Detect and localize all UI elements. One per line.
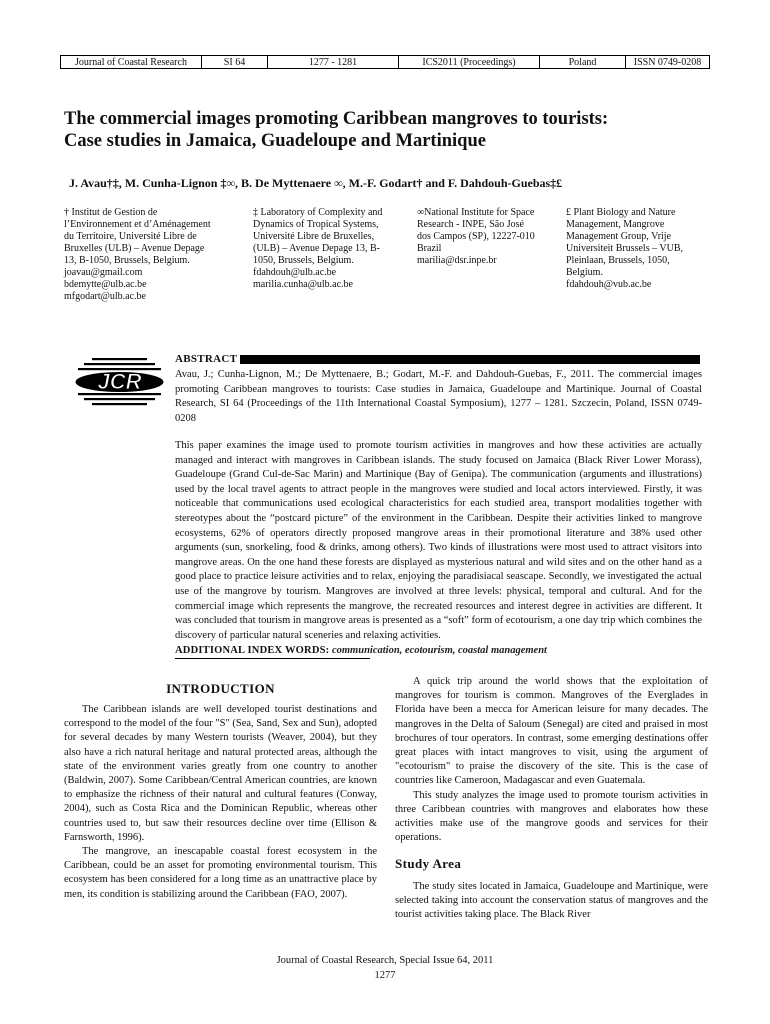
aff-line: Université Libre de Bruxelles, [253, 231, 375, 242]
aff-line: 13, B-1050, Brussels, Belgium. [64, 255, 190, 266]
aff-email: fdahdouh@vub.ac.be [566, 279, 652, 290]
aff-email: mfgodart@ulb.ac.be [64, 291, 146, 302]
aff-email: bdemytte@ulb.ac.be [64, 279, 147, 290]
introduction-heading: INTRODUCTION [166, 681, 275, 696]
aff-email: marilia.cunha@ulb.ac.be [253, 279, 353, 290]
affiliation-1 [64, 207, 232, 303]
header-issue: SI 64 [202, 56, 268, 68]
aff-line: Research - INPE, São José [417, 219, 524, 230]
aff-line: ‡ Laboratory of Complexity and [253, 207, 383, 218]
aff-line: Management, Mangrove [566, 219, 665, 230]
index-words-label: ADDITIONAL INDEX WORDS: [175, 645, 330, 656]
aff-line: Belgium. [566, 267, 603, 278]
study-area-paragraph: The study sites located in Jamaica, Guadeloupe and Martinique, were selected taking into account the conservation status of mangroves and the tourist activities taking place. The Black River [395, 881, 708, 921]
header-country: Poland [540, 56, 626, 68]
paper-title [64, 108, 714, 152]
abstract-rule [240, 355, 700, 364]
aff-line: Pleinlaan, Brussels, 1050, [566, 255, 670, 266]
aff-line: l’Environnement et d’Aménagement [64, 219, 211, 230]
study-area-heading: Study Area [395, 856, 462, 871]
aff-line: Bruxelles (ULB) – Avenue Depage [64, 243, 205, 254]
title-line-1: The commercial images promoting Caribbean mangroves to tourists: [64, 109, 609, 129]
index-words [175, 645, 702, 656]
aff-email: joavau@gmail.com [64, 267, 143, 278]
aff-email: marilia@dsr.inpe.br [417, 255, 497, 266]
page-number: 1277 [374, 970, 396, 981]
aff-line: (ULB) – Avenue Depage 13, B- [253, 243, 381, 254]
title-line-2: Case studies in Jamaica, Guadeloupe and Martinique [64, 131, 486, 151]
right-paragraph-1: A quick trip around the world shows that the exploitation of mangroves for tourism is common. Mangroves of the Everglades in Florida have been a mecca for American leisure for many decades. The mangroves in the Delta of Saloum (Senegal) are cited and praised in most brochures of tour operators. In contrast, some emerging destinations offer great places with intact mangroves to visit, using the argument of "ecotourism" to praise the discovery of the site. This is the case of countries like Cameroon, Madagascar and even Guatemala. [395, 676, 708, 787]
right-column-text [395, 675, 708, 845]
aff-line: du Territoire, Université Libre de [64, 231, 197, 242]
aff-line: ∞National Institute for Space [417, 207, 535, 218]
right-paragraph-2: This study analyzes the image used to promote tourism activities in three Caribbean countries with mangroves and elaborates how these activities make use of the mangrove goods and services for their operations. [395, 789, 708, 844]
aff-line: £ Plant Biology and Nature [566, 207, 676, 218]
jcr-logo [72, 352, 167, 412]
aff-line: dos Campos (SP), 12227-010 [417, 231, 535, 242]
intro-paragraph-1: The Caribbean islands are well developed tourist destinations and correspond to the model of the four "S" (Sea, Sand, Sex and Sun), adopted for several decades by many Western tourists (Weaver, 2004), but they also have a rich natural heritage and natural protected areas, although the state of the environment varies greatly from one country to another (Baldwin, 2007). Some Caribbean/Central American countries, are known to emphasize the richness of their natural and cultural features (Conway, 2004), such as Costa Rica and the Dominican Republic, whereas other countries used to, but saw their resources decline over time (Ellison & Farnsworth, 1996). [64, 704, 378, 843]
author-list: J. Avau†‡, M. Cunha-Lignon ‡∞, B. De Myttenaere ∞, M.-F. Godart† and F. Dahdouh-Guebas‡£ [69, 176, 563, 190]
aff-line: 1050, Brussels, Belgium. [253, 255, 354, 266]
journal-header-table [60, 55, 710, 69]
aff-email: fdahdouh@ulb.ac.be [253, 267, 337, 278]
affiliation-4 [566, 207, 716, 291]
abstract-heading: ABSTRACT [175, 353, 238, 365]
aff-line: Brazil [417, 243, 442, 254]
introduction-text [64, 703, 377, 902]
header-proceedings: ICS2011 (Proceedings) [399, 56, 540, 68]
logo-text: JCR [97, 369, 142, 394]
aff-line: † Institut de Gestion de [64, 207, 158, 218]
abstract-citation: Avau, J.; Cunha-Lignon, M.; De Myttenaere, B.; Godart, M.-F. and Dahdouh-Guebas, F., 2011. The commercial images promoting Caribbean mangroves to tourists: Case studies in Jamaica, Guadeloupe and Martinique. Journal of Coastal Research, SI 64 (Proceedings of the 11th International Coastal Symposium), 1277 – 1281. Szczecin, Poland, ISSN 0749-0208 [175, 369, 702, 424]
aff-line: Management Group, Vrije [566, 231, 672, 242]
header-pages: 1277 - 1281 [268, 56, 399, 68]
affiliation-3 [417, 207, 585, 267]
study-area-text [395, 880, 708, 923]
abstract-body: This paper examines the image used to promote tourism activities in mangroves and how these activities are actually managed and interact with mangroves in Caribbean islands. The study focused on Jamaica (Black River Lower Morass), Guadeloupe (Grand Cul-de-Sac Marin) and Martinique (Bay of Genipa). The communication (arguments and illustrations) used by the local travel agents to attract people in the mangroves were studied and local actors interviewed. Firstly, it was noticeable that communications used ecological characteristics for each studied area, transport modalities together with stereotypes about the “postcard picture” of the environment in the Caribbean. Despite their activities linked to mangrove ecosystems, 62% of operators directly proposed mangrove areas in their promotional literature and 38% used other arguments (sun, snorkeling, food & drinks, among others). Two kinds of illustrations were most used to attract visitors into mangrove areas. On the one hand these forests are displayed as mysterious natural and wild sites and on the other hand as a good place to practice leisure activities and to relax, enjoying the paradisiacal seascape. Secondly, we investigated the actual use of the mangrove by tourism. Mangroves are involved at three levels: physical, temporal and cultural. And for the commercial image which represents the mangrove, the recreated resources and interest degree in activities are different. It was concluded that tourism in mangrove areas is presented as a “soft” form of ecotourism, a one day trip which combines the discovery of particular natural sceneries and relaxing activities. [175, 440, 702, 641]
index-words-underline [175, 658, 370, 659]
index-words-value: communication, ecotourism, coastal management [331, 645, 547, 656]
aff-line: Dynamics of Tropical Systems, [253, 219, 379, 230]
affiliation-2 [253, 207, 421, 291]
header-journal: Journal of Coastal Research [61, 56, 202, 68]
intro-paragraph-2: The mangrove, an inescapable coastal forest ecosystem in the Caribbean, could be an asset for promoting environmental tourism. This ecosystem has been considered for a long time as an unattractive place by men, its condition is stabilizing around the Caribbean (FAO, 2007). [64, 846, 377, 900]
header-issn: ISSN 0749-0208 [633, 57, 702, 68]
footer-journal: Journal of Coastal Research, Special Issue 64, 2011 [276, 955, 494, 966]
aff-line: Universiteit Brussels – VUB, [566, 243, 684, 254]
